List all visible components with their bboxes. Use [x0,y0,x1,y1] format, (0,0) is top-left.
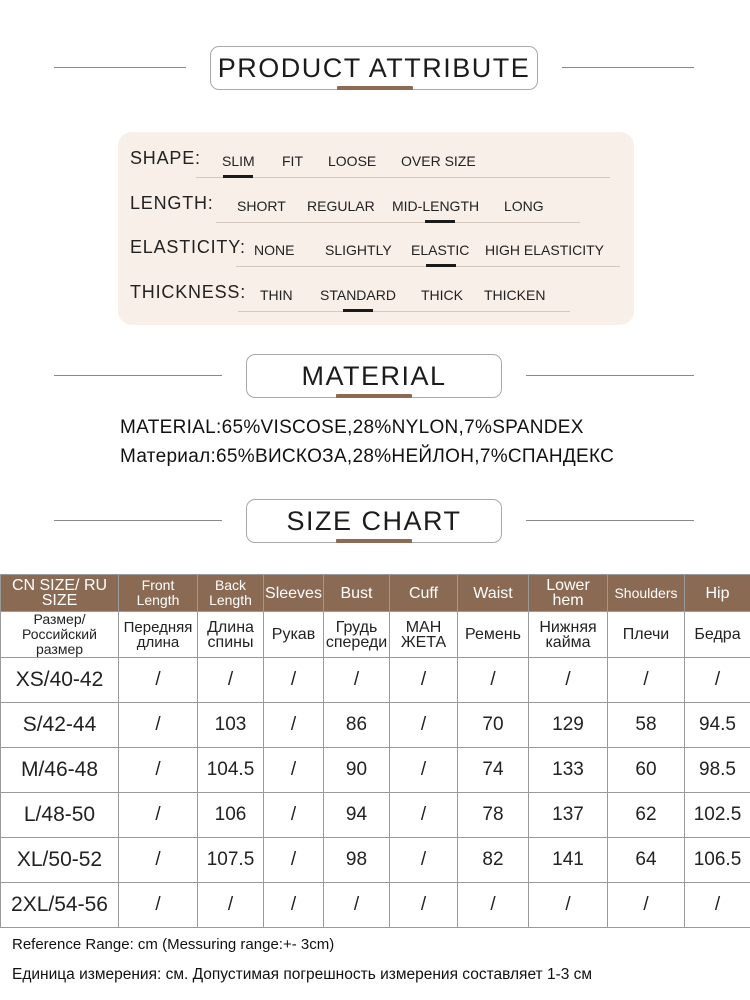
measurement-cell: / [458,883,529,928]
selected-marker [425,220,455,223]
size-cell: M/46-48 [1,748,119,793]
selected-marker [223,175,253,178]
reference-range-note: Reference Range: cm (Messuring range:+- 3cm) [12,936,335,953]
column-header: Нижняя кайма [529,612,608,658]
measurement-cell: / [119,658,198,703]
measurement-cell: / [119,703,198,748]
attr-option: LOOSE [328,153,377,169]
column-header: Shoulders [608,575,685,612]
measurement-cell: / [264,838,324,883]
measurement-cell: / [119,838,198,883]
measurement-cell: 141 [529,838,608,883]
measurement-cell: 102.5 [685,793,750,838]
header-accent-bar [336,394,412,398]
attr-option: MID-LENGTH [392,198,480,214]
measurement-note-ru: Единица измерения: см. Допустимая погрешность измерения составляет 1-3 см [12,966,593,983]
column-header: МАН ЖЕТА [390,612,458,658]
measurement-cell: / [324,658,390,703]
measurement-cell: 74 [458,748,529,793]
header-divider-left [54,375,222,376]
measurement-cell: 98 [324,838,390,883]
attr-row-shape [118,146,634,176]
attr-option: SHORT [237,198,286,214]
attr-option: SLIM [222,153,255,169]
header-divider-right [526,520,694,521]
measurement-cell: 94.5 [685,703,750,748]
attr-option: REGULAR [307,198,375,214]
size-chart-header [0,499,750,549]
attr-row-elasticity [118,235,634,265]
measurement-cell: 129 [529,703,608,748]
measurement-cell: / [390,748,458,793]
attr-option: THIN [260,287,293,303]
measurement-cell: / [685,883,750,928]
attr-underline [196,177,610,178]
measurement-cell: 103 [198,703,264,748]
column-header: Грудь спереди [324,612,390,658]
attr-option: ELASTIC [411,242,470,258]
material-composition-en: MATERIAL:65%VISCOSE,28%NYLON,7%SPANDEX [120,417,584,438]
product-attribute-title: PRODUCT ATTRIBUTE [210,46,538,90]
attr-label: ELASTICITY: [130,237,246,257]
size-cell: S/42-44 [1,703,119,748]
measurement-cell: / [529,658,608,703]
measurement-cell: 78 [458,793,529,838]
attr-option: NONE [254,242,295,258]
attr-option: LONG [504,198,544,214]
measurement-cell: / [264,703,324,748]
measurement-cell: 104.5 [198,748,264,793]
table-header-en [1,575,750,612]
column-header: Cuff [390,575,458,612]
attr-option: THICK [421,287,463,303]
column-header: Hip [685,575,750,612]
header-accent-bar [337,86,413,90]
header-accent-bar [336,539,412,543]
table-row [1,748,750,793]
selected-marker [343,309,373,312]
attr-option: OVER SIZE [401,153,476,169]
measurement-cell: 60 [608,748,685,793]
column-header: Bust [324,575,390,612]
measurement-cell: / [685,658,750,703]
measurement-cell: / [458,658,529,703]
column-header: Front Length [119,575,198,612]
attr-underline [216,222,580,223]
size-cell: XS/40-42 [1,658,119,703]
measurement-cell: / [119,748,198,793]
measurement-cell: 137 [529,793,608,838]
size-cell: L/48-50 [1,793,119,838]
header-divider-left [54,520,222,521]
table-header-ru [1,612,750,658]
material-title: MATERIAL [246,354,502,398]
product-attribute-header [0,46,750,96]
attr-option: THICKEN [484,287,546,303]
size-chart-title: SIZE CHART [246,499,502,543]
measurement-cell: 98.5 [685,748,750,793]
size-cell: XL/50-52 [1,838,119,883]
column-header: Передняя длина [119,612,198,658]
attr-option: SLIGHTLY [325,242,392,258]
measurement-cell: 86 [324,703,390,748]
measurement-cell: 94 [324,793,390,838]
attr-label: LENGTH: [130,193,214,213]
measurement-cell: / [198,883,264,928]
measurement-cell: / [264,748,324,793]
header-divider-right [526,375,694,376]
measurement-cell: / [390,793,458,838]
material-header [0,354,750,404]
attr-option: STANDARD [320,287,396,303]
table-row [1,703,750,748]
measurement-cell: / [390,883,458,928]
measurement-cell: / [119,793,198,838]
measurement-cell: 133 [529,748,608,793]
measurement-cell: 90 [324,748,390,793]
selected-marker [426,264,456,267]
column-header: Плечи [608,612,685,658]
measurement-cell: / [390,658,458,703]
measurement-cell: 106.5 [685,838,750,883]
column-header: Lower hem [529,575,608,612]
table-row [1,838,750,883]
column-header: Длина спины [198,612,264,658]
table-row [1,658,750,703]
measurement-cell: / [119,883,198,928]
size-table [0,574,750,928]
measurement-cell: 62 [608,793,685,838]
column-header: Размер/ Российский размер [1,612,119,658]
measurement-cell: / [390,703,458,748]
measurement-cell: / [608,883,685,928]
measurement-cell: / [608,658,685,703]
material-composition-ru: Материал:65%ВИСКОЗА,28%НЕЙЛОН,7%СПАНДЕКС [120,446,615,467]
column-header: Рукав [264,612,324,658]
measurement-cell: / [390,838,458,883]
attr-option: FIT [282,153,303,169]
header-divider-right [562,67,694,68]
column-header: Waist [458,575,529,612]
table-row [1,883,750,928]
measurement-cell: 106 [198,793,264,838]
attr-label: THICKNESS: [130,282,247,302]
measurement-cell: 107.5 [198,838,264,883]
attr-row-length [118,191,634,221]
measurement-cell: / [198,658,264,703]
column-header: CN SIZE/ RU SIZE [1,575,119,612]
measurement-cell: / [264,883,324,928]
measurement-cell: 82 [458,838,529,883]
attr-option: HIGH ELASTICITY [485,242,605,258]
attr-row-thickness [118,280,634,310]
measurement-cell: 58 [608,703,685,748]
attr-underline [238,311,570,312]
measurement-cell: 64 [608,838,685,883]
measurement-cell: / [264,658,324,703]
size-cell: 2XL/54-56 [1,883,119,928]
attribute-panel [118,132,634,325]
measurement-cell: / [324,883,390,928]
measurement-cell: 70 [458,703,529,748]
measurement-cell: / [264,793,324,838]
column-header: Ремень [458,612,529,658]
column-header: Sleeves [264,575,324,612]
measurement-cell: / [529,883,608,928]
table-row [1,793,750,838]
column-header: Бедра [685,612,750,658]
column-header: Back Length [198,575,264,612]
attr-label: SHAPE: [130,148,201,168]
header-divider-left [54,67,186,68]
